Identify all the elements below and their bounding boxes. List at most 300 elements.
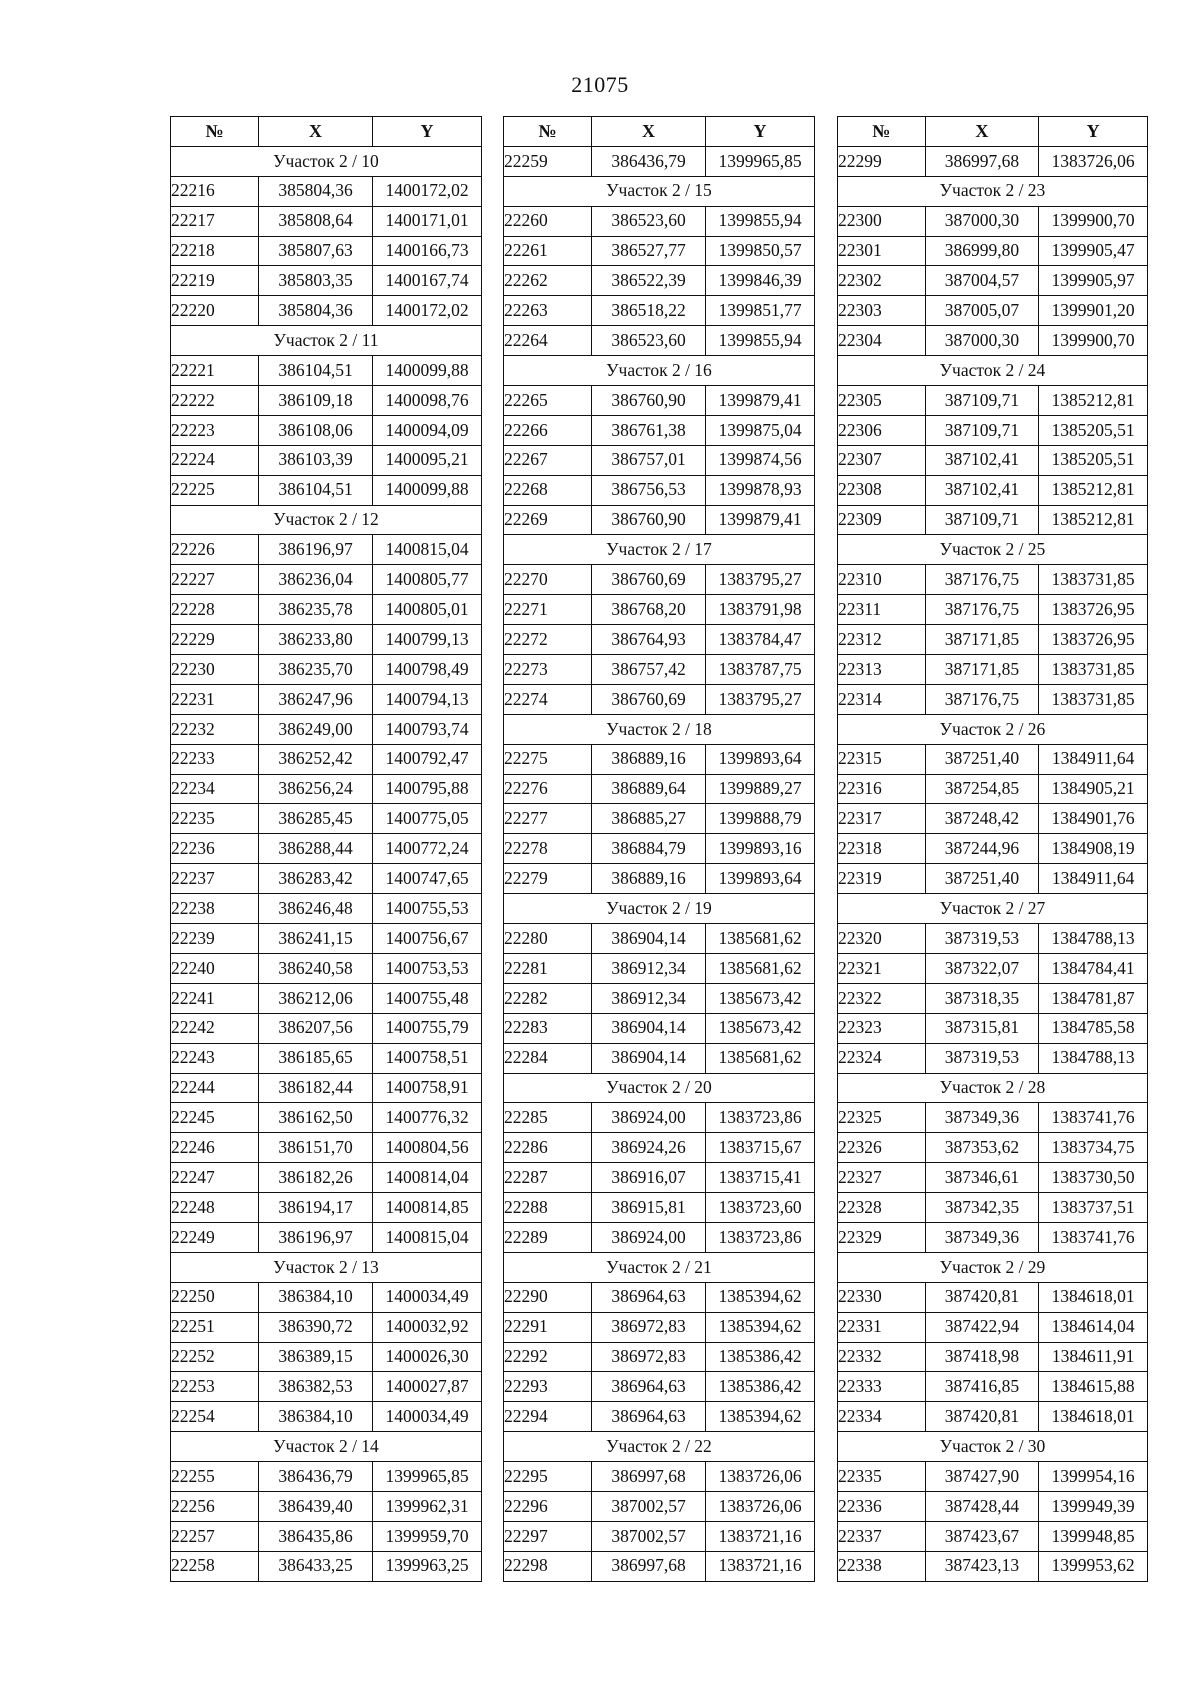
point-number: 22296 bbox=[504, 1491, 592, 1521]
coordinate-table-3 bbox=[837, 116, 1148, 1582]
point-number: 22241 bbox=[171, 983, 259, 1013]
coord-y: 1400747,65 bbox=[373, 864, 482, 894]
section-title: Участок 2 / 28 bbox=[838, 1073, 1148, 1103]
table-row bbox=[838, 804, 1148, 834]
point-number: 22319 bbox=[838, 864, 926, 894]
coordinate-table-1 bbox=[170, 116, 482, 1582]
coord-y: 1383721,16 bbox=[706, 1551, 815, 1581]
coord-y: 1399905,97 bbox=[1039, 266, 1148, 296]
table-row bbox=[171, 595, 482, 625]
coord-y: 1400814,85 bbox=[373, 1193, 482, 1223]
header-number: № bbox=[171, 117, 259, 147]
coord-y: 1400792,47 bbox=[373, 744, 482, 774]
coord-x: 386436,79 bbox=[592, 146, 706, 176]
table-row bbox=[838, 983, 1148, 1013]
point-number: 22229 bbox=[171, 625, 259, 655]
coord-x: 386104,51 bbox=[259, 356, 373, 386]
coord-y: 1383791,98 bbox=[706, 595, 815, 625]
section-row bbox=[838, 356, 1148, 386]
coord-x: 386235,70 bbox=[259, 655, 373, 685]
table-row bbox=[171, 804, 482, 834]
coord-x: 386384,10 bbox=[259, 1402, 373, 1432]
point-number: 22254 bbox=[171, 1402, 259, 1432]
section-row bbox=[171, 505, 482, 535]
table-row bbox=[838, 1551, 1148, 1581]
section-title: Участок 2 / 20 bbox=[504, 1073, 815, 1103]
header-y: Y bbox=[1039, 117, 1148, 147]
coord-x: 387000,30 bbox=[925, 206, 1039, 236]
coord-y: 1399888,79 bbox=[706, 804, 815, 834]
table-row bbox=[171, 1402, 482, 1432]
coord-x: 386247,96 bbox=[259, 684, 373, 714]
point-number: 22270 bbox=[504, 565, 592, 595]
coord-y: 1399874,56 bbox=[706, 445, 815, 475]
table-row bbox=[171, 714, 482, 744]
table-row bbox=[504, 475, 815, 505]
coord-y: 1385205,51 bbox=[1039, 445, 1148, 475]
table-row bbox=[838, 1193, 1148, 1223]
point-number: 22335 bbox=[838, 1462, 926, 1492]
table-row bbox=[504, 1103, 815, 1133]
point-number: 22251 bbox=[171, 1312, 259, 1342]
coord-x: 386256,24 bbox=[259, 774, 373, 804]
coord-x: 386997,68 bbox=[592, 1462, 706, 1492]
section-title: Участок 2 / 10 bbox=[171, 146, 482, 176]
point-number: 22259 bbox=[504, 146, 592, 176]
coord-y: 1383731,85 bbox=[1039, 655, 1148, 685]
coord-x: 386885,27 bbox=[592, 804, 706, 834]
point-number: 22244 bbox=[171, 1073, 259, 1103]
header-y: Y bbox=[706, 117, 815, 147]
coord-y: 1399893,64 bbox=[706, 744, 815, 774]
coord-y: 1400171,01 bbox=[373, 206, 482, 236]
coord-y: 1399963,25 bbox=[373, 1551, 482, 1581]
section-row bbox=[838, 894, 1148, 924]
point-number: 22321 bbox=[838, 953, 926, 983]
point-number: 22250 bbox=[171, 1282, 259, 1312]
coord-y: 1400034,49 bbox=[373, 1282, 482, 1312]
point-number: 22290 bbox=[504, 1282, 592, 1312]
table-row bbox=[504, 655, 815, 685]
coord-y: 1400805,01 bbox=[373, 595, 482, 625]
coord-y: 1399953,62 bbox=[1039, 1551, 1148, 1581]
table-row bbox=[504, 595, 815, 625]
coord-y: 1399878,93 bbox=[706, 475, 815, 505]
table-row bbox=[838, 834, 1148, 864]
table-row bbox=[838, 1312, 1148, 1342]
point-number: 22267 bbox=[504, 445, 592, 475]
point-number: 22273 bbox=[504, 655, 592, 685]
table-row bbox=[504, 266, 815, 296]
coord-x: 386964,63 bbox=[592, 1282, 706, 1312]
table-row bbox=[838, 505, 1148, 535]
coord-x: 387422,94 bbox=[925, 1312, 1039, 1342]
coord-y: 1383715,67 bbox=[706, 1133, 815, 1163]
coord-x: 386104,51 bbox=[259, 475, 373, 505]
point-number: 22226 bbox=[171, 535, 259, 565]
table-row bbox=[171, 206, 482, 236]
point-number: 22218 bbox=[171, 236, 259, 266]
table-row bbox=[838, 1402, 1148, 1432]
coord-x: 387244,96 bbox=[925, 834, 1039, 864]
point-number: 22222 bbox=[171, 386, 259, 416]
section-row bbox=[171, 1252, 482, 1282]
coord-x: 386889,64 bbox=[592, 774, 706, 804]
point-number: 22255 bbox=[171, 1462, 259, 1492]
coord-x: 387322,07 bbox=[925, 953, 1039, 983]
coord-x: 386760,69 bbox=[592, 565, 706, 595]
table-header-row bbox=[171, 117, 482, 147]
point-number: 22327 bbox=[838, 1163, 926, 1193]
coord-y: 1399900,70 bbox=[1039, 206, 1148, 236]
coord-y: 1400098,76 bbox=[373, 386, 482, 416]
header-x: X bbox=[259, 117, 373, 147]
point-number: 22256 bbox=[171, 1491, 259, 1521]
table-row bbox=[504, 206, 815, 236]
coord-y: 1383731,85 bbox=[1039, 684, 1148, 714]
coord-y: 1400798,49 bbox=[373, 655, 482, 685]
table-row bbox=[504, 1193, 815, 1223]
point-number: 22307 bbox=[838, 445, 926, 475]
coord-y: 1385673,42 bbox=[706, 1013, 815, 1043]
coord-y: 1385394,62 bbox=[706, 1312, 815, 1342]
coord-x: 386757,42 bbox=[592, 655, 706, 685]
table-row bbox=[171, 983, 482, 1013]
point-number: 22252 bbox=[171, 1342, 259, 1372]
coord-y: 1399965,85 bbox=[373, 1462, 482, 1492]
coord-x: 387254,85 bbox=[925, 774, 1039, 804]
table-row bbox=[504, 1282, 815, 1312]
table-row bbox=[171, 1372, 482, 1402]
coord-x: 387315,81 bbox=[925, 1013, 1039, 1043]
point-number: 22299 bbox=[838, 146, 926, 176]
coord-y: 1399965,85 bbox=[706, 146, 815, 176]
table-row bbox=[171, 1103, 482, 1133]
coord-y: 1399889,27 bbox=[706, 774, 815, 804]
table-row bbox=[504, 1521, 815, 1551]
point-number: 22310 bbox=[838, 565, 926, 595]
table-row bbox=[171, 386, 482, 416]
coord-y: 1385394,62 bbox=[706, 1282, 815, 1312]
point-number: 22263 bbox=[504, 296, 592, 326]
table-row bbox=[504, 1312, 815, 1342]
coord-y: 1385386,42 bbox=[706, 1342, 815, 1372]
point-number: 22292 bbox=[504, 1342, 592, 1372]
coord-x: 386162,50 bbox=[259, 1103, 373, 1133]
point-number: 22286 bbox=[504, 1133, 592, 1163]
coord-x: 386964,63 bbox=[592, 1372, 706, 1402]
point-number: 22283 bbox=[504, 1013, 592, 1043]
table-row bbox=[838, 565, 1148, 595]
coord-y: 1383723,86 bbox=[706, 1103, 815, 1133]
table-row bbox=[838, 415, 1148, 445]
coord-x: 386252,42 bbox=[259, 744, 373, 774]
coord-x: 386235,78 bbox=[259, 595, 373, 625]
section-title: Участок 2 / 27 bbox=[838, 894, 1148, 924]
table-row bbox=[171, 1163, 482, 1193]
coord-y: 1383795,27 bbox=[706, 565, 815, 595]
table-row bbox=[171, 1312, 482, 1342]
coord-x: 386523,60 bbox=[592, 206, 706, 236]
point-number: 22311 bbox=[838, 595, 926, 625]
section-title: Участок 2 / 18 bbox=[504, 714, 815, 744]
coord-y: 1384901,76 bbox=[1039, 804, 1148, 834]
coord-y: 1400799,13 bbox=[373, 625, 482, 655]
table-row bbox=[171, 625, 482, 655]
table-row bbox=[838, 1282, 1148, 1312]
coord-y: 1384788,13 bbox=[1039, 924, 1148, 954]
coord-x: 387423,67 bbox=[925, 1521, 1039, 1551]
table-row bbox=[504, 774, 815, 804]
point-number: 22282 bbox=[504, 983, 592, 1013]
point-number: 22281 bbox=[504, 953, 592, 983]
coord-y: 1399959,70 bbox=[373, 1521, 482, 1551]
coord-y: 1384614,04 bbox=[1039, 1312, 1148, 1342]
table-row bbox=[838, 1521, 1148, 1551]
coord-y: 1400804,56 bbox=[373, 1133, 482, 1163]
coord-x: 386915,81 bbox=[592, 1193, 706, 1223]
point-number: 22225 bbox=[171, 475, 259, 505]
coord-x: 386390,72 bbox=[259, 1312, 373, 1342]
coord-y: 1383787,75 bbox=[706, 655, 815, 685]
coord-x: 387002,57 bbox=[592, 1521, 706, 1551]
table-row bbox=[171, 1491, 482, 1521]
coord-x: 386997,68 bbox=[925, 146, 1039, 176]
coord-y: 1385205,51 bbox=[1039, 415, 1148, 445]
coord-x: 386288,44 bbox=[259, 834, 373, 864]
coord-x: 387109,71 bbox=[925, 415, 1039, 445]
coord-x: 386233,80 bbox=[259, 625, 373, 655]
coord-x: 386433,25 bbox=[259, 1551, 373, 1581]
point-number: 22316 bbox=[838, 774, 926, 804]
table-header-row bbox=[838, 117, 1148, 147]
coord-y: 1383731,85 bbox=[1039, 565, 1148, 595]
point-number: 22324 bbox=[838, 1043, 926, 1073]
table-row bbox=[838, 774, 1148, 804]
point-number: 22268 bbox=[504, 475, 592, 505]
section-title: Участок 2 / 16 bbox=[504, 356, 815, 386]
table-row bbox=[838, 595, 1148, 625]
coord-y: 1383741,76 bbox=[1039, 1103, 1148, 1133]
point-number: 22271 bbox=[504, 595, 592, 625]
table-row bbox=[504, 1372, 815, 1402]
coord-y: 1383726,95 bbox=[1039, 625, 1148, 655]
table-row bbox=[171, 1342, 482, 1372]
table-row bbox=[171, 924, 482, 954]
table-row bbox=[171, 356, 482, 386]
coord-x: 385804,36 bbox=[259, 296, 373, 326]
coord-x: 387342,35 bbox=[925, 1193, 1039, 1223]
table-row bbox=[171, 565, 482, 595]
coord-y: 1400755,79 bbox=[373, 1013, 482, 1043]
coord-x: 386196,97 bbox=[259, 1222, 373, 1252]
table-row bbox=[504, 953, 815, 983]
coord-y: 1383726,06 bbox=[706, 1462, 815, 1492]
coord-x: 387427,90 bbox=[925, 1462, 1039, 1492]
table-row bbox=[171, 1282, 482, 1312]
table-row bbox=[171, 266, 482, 296]
table-row bbox=[838, 475, 1148, 505]
section-title: Участок 2 / 25 bbox=[838, 535, 1148, 565]
coord-x: 385803,35 bbox=[259, 266, 373, 296]
table-row bbox=[504, 1013, 815, 1043]
coord-x: 386924,26 bbox=[592, 1133, 706, 1163]
section-row bbox=[171, 1432, 482, 1462]
point-number: 22228 bbox=[171, 595, 259, 625]
coord-y: 1400814,04 bbox=[373, 1163, 482, 1193]
point-number: 22237 bbox=[171, 864, 259, 894]
coord-x: 386889,16 bbox=[592, 744, 706, 774]
table-row bbox=[504, 1342, 815, 1372]
point-number: 22242 bbox=[171, 1013, 259, 1043]
point-number: 22219 bbox=[171, 266, 259, 296]
coord-x: 387176,75 bbox=[925, 595, 1039, 625]
coord-x: 387346,61 bbox=[925, 1163, 1039, 1193]
section-title: Участок 2 / 13 bbox=[171, 1252, 482, 1282]
coord-x: 387349,36 bbox=[925, 1103, 1039, 1133]
section-row bbox=[171, 326, 482, 356]
coord-y: 1400815,04 bbox=[373, 1222, 482, 1252]
coord-y: 1384615,88 bbox=[1039, 1372, 1148, 1402]
point-number: 22269 bbox=[504, 505, 592, 535]
coord-y: 1400755,53 bbox=[373, 894, 482, 924]
table-row bbox=[838, 1372, 1148, 1402]
coord-x: 386916,07 bbox=[592, 1163, 706, 1193]
coord-x: 386182,44 bbox=[259, 1073, 373, 1103]
table-row bbox=[504, 625, 815, 655]
table-row bbox=[171, 445, 482, 475]
coord-y: 1384618,01 bbox=[1039, 1402, 1148, 1432]
coord-y: 1383721,16 bbox=[706, 1521, 815, 1551]
coord-x: 386527,77 bbox=[592, 236, 706, 266]
coord-x: 386436,79 bbox=[259, 1462, 373, 1492]
coord-y: 1383795,27 bbox=[706, 684, 815, 714]
section-title: Участок 2 / 15 bbox=[504, 176, 815, 206]
section-row bbox=[838, 535, 1148, 565]
table-row bbox=[504, 296, 815, 326]
section-title: Участок 2 / 19 bbox=[504, 894, 815, 924]
table-row bbox=[838, 953, 1148, 983]
section-title: Участок 2 / 23 bbox=[838, 176, 1148, 206]
point-number: 22257 bbox=[171, 1521, 259, 1551]
table-row bbox=[504, 1133, 815, 1163]
table-row bbox=[838, 266, 1148, 296]
section-title: Участок 2 / 24 bbox=[838, 356, 1148, 386]
point-number: 22277 bbox=[504, 804, 592, 834]
table-row bbox=[838, 206, 1148, 236]
coord-x: 387171,85 bbox=[925, 625, 1039, 655]
coord-y: 1400172,02 bbox=[373, 296, 482, 326]
coord-y: 1400758,51 bbox=[373, 1043, 482, 1073]
table-row bbox=[171, 774, 482, 804]
coord-y: 1383737,51 bbox=[1039, 1193, 1148, 1223]
coord-x: 386103,39 bbox=[259, 445, 373, 475]
table-row bbox=[838, 924, 1148, 954]
coord-y: 1400095,21 bbox=[373, 445, 482, 475]
coord-x: 386760,90 bbox=[592, 386, 706, 416]
coord-x: 387349,36 bbox=[925, 1222, 1039, 1252]
coord-y: 1399855,94 bbox=[706, 206, 815, 236]
coord-x: 386904,14 bbox=[592, 924, 706, 954]
section-row bbox=[838, 1073, 1148, 1103]
point-number: 22301 bbox=[838, 236, 926, 266]
coord-x: 387420,81 bbox=[925, 1282, 1039, 1312]
table-row bbox=[838, 326, 1148, 356]
coord-y: 1400776,32 bbox=[373, 1103, 482, 1133]
coord-x: 387319,53 bbox=[925, 1043, 1039, 1073]
coord-y: 1399954,16 bbox=[1039, 1462, 1148, 1492]
table-row bbox=[171, 1521, 482, 1551]
table-row bbox=[838, 684, 1148, 714]
coord-x: 386912,34 bbox=[592, 983, 706, 1013]
table-row bbox=[504, 236, 815, 266]
point-number: 22265 bbox=[504, 386, 592, 416]
point-number: 22326 bbox=[838, 1133, 926, 1163]
table-row bbox=[171, 1551, 482, 1581]
section-title: Участок 2 / 26 bbox=[838, 714, 1148, 744]
point-number: 22320 bbox=[838, 924, 926, 954]
table-row bbox=[171, 236, 482, 266]
point-number: 22314 bbox=[838, 684, 926, 714]
coord-x: 386889,16 bbox=[592, 864, 706, 894]
table-row bbox=[504, 565, 815, 595]
point-number: 22338 bbox=[838, 1551, 926, 1581]
point-number: 22246 bbox=[171, 1133, 259, 1163]
coord-y: 1399905,47 bbox=[1039, 236, 1148, 266]
coord-y: 1383741,76 bbox=[1039, 1222, 1148, 1252]
point-number: 22274 bbox=[504, 684, 592, 714]
coord-y: 1400032,92 bbox=[373, 1312, 482, 1342]
point-number: 22306 bbox=[838, 415, 926, 445]
coord-y: 1384788,13 bbox=[1039, 1043, 1148, 1073]
point-number: 22227 bbox=[171, 565, 259, 595]
point-number: 22288 bbox=[504, 1193, 592, 1223]
point-number: 22302 bbox=[838, 266, 926, 296]
coord-y: 1400167,74 bbox=[373, 266, 482, 296]
point-number: 22284 bbox=[504, 1043, 592, 1073]
point-number: 22264 bbox=[504, 326, 592, 356]
point-number: 22297 bbox=[504, 1521, 592, 1551]
coord-x: 386151,70 bbox=[259, 1133, 373, 1163]
point-number: 22308 bbox=[838, 475, 926, 505]
coord-x: 387176,75 bbox=[925, 684, 1039, 714]
coord-x: 386207,56 bbox=[259, 1013, 373, 1043]
coord-x: 386212,06 bbox=[259, 983, 373, 1013]
coord-x: 386761,38 bbox=[592, 415, 706, 445]
coord-y: 1383784,47 bbox=[706, 625, 815, 655]
point-number: 22300 bbox=[838, 206, 926, 236]
coord-x: 386109,18 bbox=[259, 386, 373, 416]
coord-x: 387318,35 bbox=[925, 983, 1039, 1013]
coord-y: 1400793,74 bbox=[373, 714, 482, 744]
table-row bbox=[504, 1462, 815, 1492]
coord-y: 1399962,31 bbox=[373, 1491, 482, 1521]
coord-x: 387109,71 bbox=[925, 505, 1039, 535]
coord-y: 1383726,06 bbox=[1039, 146, 1148, 176]
table-row bbox=[171, 1073, 482, 1103]
section-title: Участок 2 / 11 bbox=[171, 326, 482, 356]
table-row bbox=[504, 1163, 815, 1193]
coord-x: 387102,41 bbox=[925, 475, 1039, 505]
coord-x: 386249,00 bbox=[259, 714, 373, 744]
coord-x: 386912,34 bbox=[592, 953, 706, 983]
header-x: X bbox=[925, 117, 1039, 147]
coord-y: 1384908,19 bbox=[1039, 834, 1148, 864]
section-row bbox=[504, 535, 815, 565]
coord-y: 1399846,39 bbox=[706, 266, 815, 296]
coord-y: 1399851,77 bbox=[706, 296, 815, 326]
point-number: 22329 bbox=[838, 1222, 926, 1252]
